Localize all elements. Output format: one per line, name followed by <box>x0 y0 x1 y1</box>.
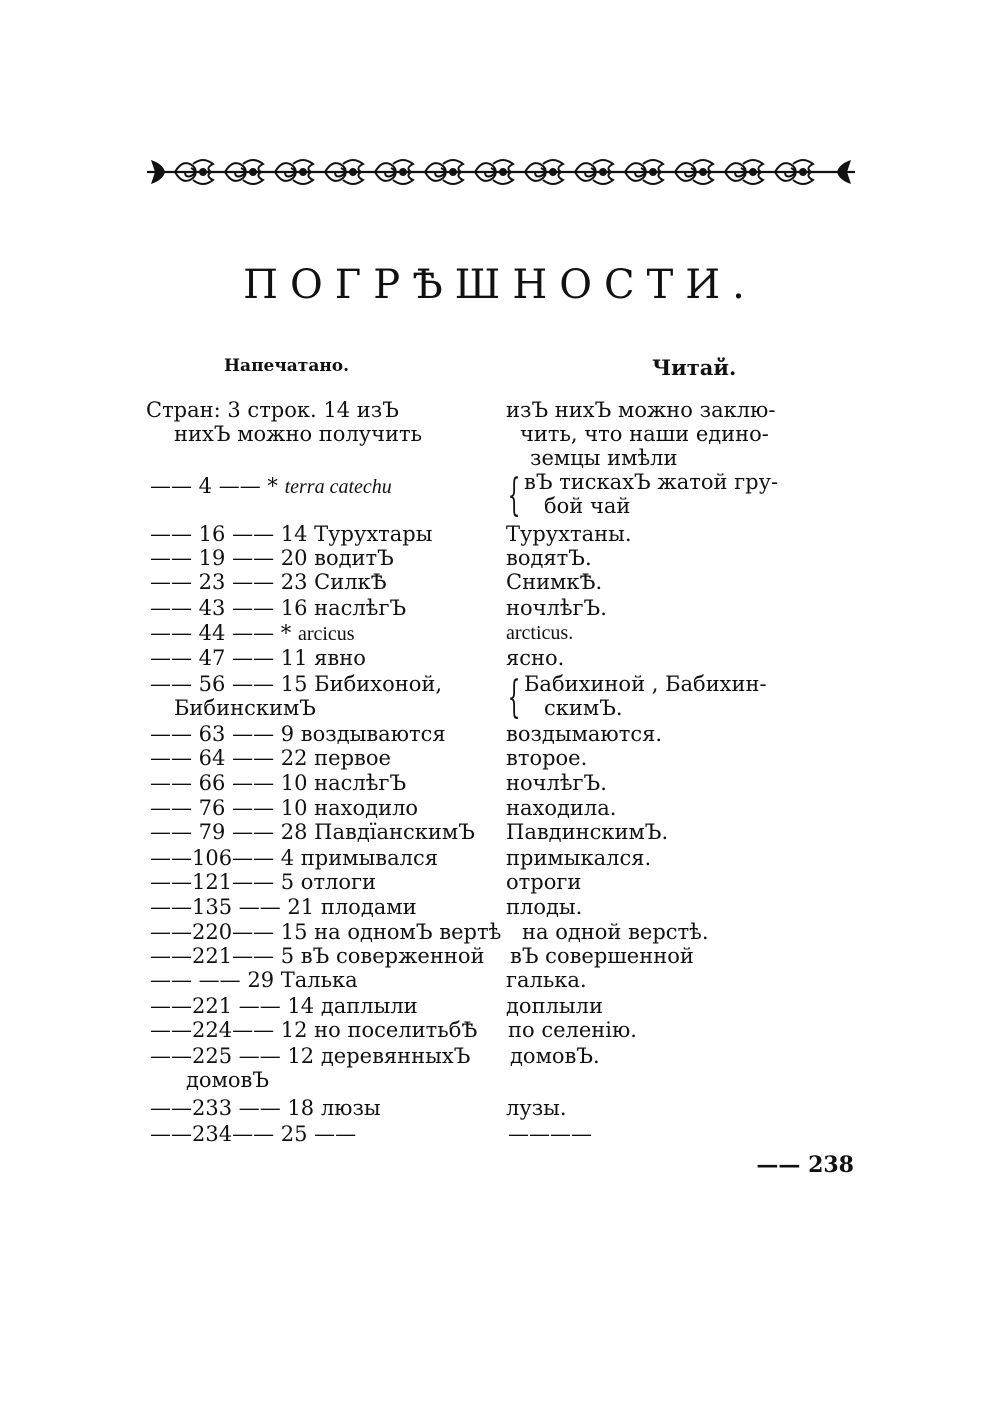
erratum-first-read-line2: чить, что наши едино- <box>520 422 769 446</box>
erratum-row <box>150 771 406 795</box>
erratum-row <box>150 1044 470 1068</box>
erratum-row <box>150 596 406 620</box>
page-title: ПОГРѢШНОСТИ. <box>243 262 757 308</box>
erratum-read-line1: вЪ тискахЪ жатой гру- <box>524 470 779 494</box>
erratum-printed: люзы <box>320 1096 381 1120</box>
ornament-band <box>145 152 857 192</box>
erratum-printed: деревянныхЪ <box>320 1044 471 1068</box>
erratum-row <box>150 895 417 919</box>
erratum-row <box>150 646 366 670</box>
erratum-row <box>150 944 484 968</box>
erratum-ref: ——121—— 5 <box>150 870 301 894</box>
erratum-read: водятЪ. <box>506 546 592 570</box>
erratum-row <box>150 522 432 546</box>
erratum-printed: ПавдїанскимЪ <box>314 820 475 844</box>
erratum-first-read-line3: земцы имѣли <box>530 446 678 470</box>
erratum-row <box>150 1122 356 1146</box>
erratum-read: ночлѣгЪ. <box>506 771 607 795</box>
erratum-row <box>150 474 392 499</box>
erratum-row <box>150 796 418 820</box>
erratum-first-read-line1: изЪ нихЪ можно заклю- <box>506 398 776 422</box>
erratum-ref: ——221 —— 14 <box>150 994 321 1018</box>
erratum-row <box>150 672 442 696</box>
erratum-ref: —— 19 —— 20 <box>150 546 315 570</box>
erratum-printed: на одномЪ вертѣ <box>314 920 502 944</box>
erratum-row <box>150 570 387 594</box>
erratum-ref: ——233 —— 18 <box>150 1096 321 1120</box>
column-header-printed: Напечатано. <box>224 356 350 376</box>
erratum-row <box>150 546 394 570</box>
erratum-ref: ——221—— 5 <box>150 944 301 968</box>
erratum-row <box>150 846 438 870</box>
erratum-ref: ——234—— 25 <box>150 1122 315 1146</box>
erratum-printed: наслѣгЪ <box>314 596 407 620</box>
erratum-printed: даплыли <box>320 994 418 1018</box>
erratum-printed: СилкѢ <box>314 570 387 594</box>
erratum-printed: arcicus <box>297 623 355 645</box>
erratum-printed: плодами <box>320 895 417 919</box>
page-number: —— 238 <box>756 1152 854 1178</box>
erratum-printed-cont: БибинскимЪ <box>174 696 316 720</box>
column-header-read: Читай. <box>652 355 737 380</box>
erratum-read: СнимкѢ. <box>506 570 603 594</box>
erratum-printed: Бибихоной, <box>314 672 443 696</box>
erratum-printed: водитЪ <box>314 546 394 570</box>
erratum-read: второе. <box>506 746 588 770</box>
erratum-read: плоды. <box>506 895 583 919</box>
erratum-ref: ——220—— 15 <box>150 920 315 944</box>
erratum-row <box>150 920 501 944</box>
erratum-read: на одной верстѣ. <box>522 920 709 944</box>
erratum-read: галька. <box>506 968 587 992</box>
erratum-read: arcticus. <box>506 622 574 644</box>
erratum-read: отроги <box>506 870 582 894</box>
erratum-ref: —— 56 —— 15 <box>150 672 315 696</box>
erratum-ref: —— 79 —— 28 <box>150 820 315 844</box>
erratum-printed: примывался <box>300 846 438 870</box>
erratum-printed-cont: домовЪ <box>186 1068 270 1092</box>
erratum-printed: —— <box>314 1122 357 1146</box>
erratum-first-printed-line2: нихЪ можно получить <box>174 422 423 446</box>
erratum-first-printed-line1: Стран: 3 строк. 14 изЪ <box>146 398 399 422</box>
erratum-ref: —— 16 —— 14 <box>150 522 315 546</box>
erratum-ref: —— 4 —— * <box>150 474 285 498</box>
erratum-read: по селенію. <box>508 1018 637 1042</box>
erratum-read: ясно. <box>506 646 565 670</box>
erratum-read: вЪ совершенной <box>510 944 694 968</box>
erratum-read: ночлѣгЪ. <box>506 596 607 620</box>
erratum-read: лузы. <box>506 1096 567 1120</box>
erratum-ref: —— 64 —— 22 <box>150 746 315 770</box>
erratum-printed: находило <box>314 796 419 820</box>
erratum-printed: Талька <box>280 968 358 992</box>
erratum-read: доплыли <box>506 994 603 1018</box>
erratum-read: ———— <box>508 1122 592 1146</box>
erratum-read: ПавдинскимЪ. <box>506 820 669 844</box>
brace-icon: { <box>507 470 521 521</box>
erratum-printed: наслѣгЪ <box>314 771 407 795</box>
erratum-read: Турухтаны. <box>506 522 632 546</box>
erratum-ref: —— —— 29 <box>150 968 281 992</box>
erratum-ref: ——135 —— 21 <box>150 895 321 919</box>
erratum-ref: —— 23 —— 23 <box>150 570 315 594</box>
erratum-ref: —— 47 —— 11 <box>150 646 315 670</box>
erratum-printed: воздываются <box>300 722 446 746</box>
erratum-read-line2: бой чай <box>544 494 631 518</box>
erratum-printed: terra catechu <box>284 476 392 498</box>
erratum-row <box>150 621 355 646</box>
erratum-row <box>150 870 376 894</box>
erratum-read-line2: скимЪ. <box>544 696 623 720</box>
erratum-ref: —— 44 —— * <box>150 621 298 645</box>
erratum-read: домовЪ. <box>510 1044 600 1068</box>
erratum-row <box>150 722 446 746</box>
erratum-read-line1: Бабихиной , Бабихин- <box>524 672 767 696</box>
erratum-ref: —— 66 —— 10 <box>150 771 315 795</box>
erratum-read: воздымаются. <box>506 722 663 746</box>
erratum-row <box>150 1018 477 1042</box>
erratum-ref: ——225 —— 12 <box>150 1044 321 1068</box>
erratum-printed: первое <box>314 746 391 770</box>
erratum-printed: вЪ соверженной <box>300 944 485 968</box>
erratum-printed: явно <box>314 646 366 670</box>
erratum-row <box>150 1096 381 1120</box>
brace-icon: { <box>507 672 521 723</box>
erratum-printed: отлоги <box>300 870 377 894</box>
erratum-ref: ——106—— 4 <box>150 846 301 870</box>
erratum-ref: ——224—— 12 <box>150 1018 315 1042</box>
erratum-row <box>150 746 391 770</box>
erratum-ref: —— 43 —— 16 <box>150 596 315 620</box>
erratum-ref: —— 76 —— 10 <box>150 796 315 820</box>
erratum-printed: Турухтары <box>314 522 433 546</box>
erratum-row <box>150 994 418 1018</box>
erratum-read: находила. <box>506 796 617 820</box>
erratum-row <box>150 968 358 992</box>
erratum-printed: но поселитьбѢ <box>314 1018 478 1042</box>
erratum-ref: —— 63 —— 9 <box>150 722 301 746</box>
erratum-row <box>150 820 475 844</box>
erratum-read: примыкался. <box>506 846 652 870</box>
